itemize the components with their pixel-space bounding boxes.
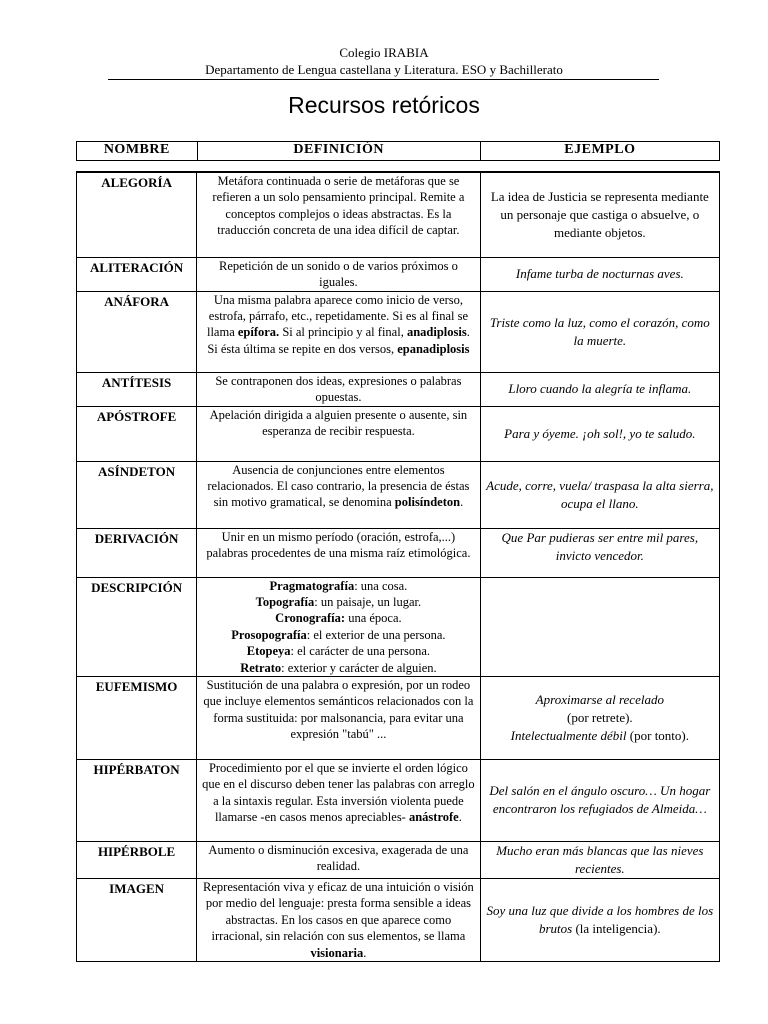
- example-text: Acude, corre, vuela/ traspasa la alta sierra, ocupa el llano.: [486, 477, 714, 511]
- table-row: [77, 406, 720, 461]
- device-definition: Unir en un mismo período (oración, estrofa,...) palabras procedentes de una misma raíz etimológica.: [197, 528, 480, 577]
- column-header-definition: DEFINICIÓN: [197, 142, 480, 161]
- example-text: Que Par pudieras ser entre mil pares, invicto vencedor.: [501, 529, 699, 563]
- device-example: [480, 406, 719, 461]
- column-header-table: [76, 141, 720, 161]
- table-row: [77, 676, 720, 759]
- example-text: Triste como la luz, como el corazón, como la muerte.: [489, 314, 710, 348]
- example-text: Lloro cuando la alegría te inflama.: [508, 381, 692, 396]
- device-name: ANTÍTESIS: [77, 372, 197, 406]
- device-name: ANÁFORA: [77, 291, 197, 372]
- table-row: [77, 878, 720, 961]
- example-text: Para y óyeme. ¡oh sol!, yo te saludo.: [504, 425, 696, 441]
- example-text: Del salón en el ángulo oscuro… Un hogar encontraron los refugiados de Almeida…: [489, 783, 711, 817]
- department-name: Departamento de Lengua castellana y Literatura. ESO y Bachillerato: [205, 62, 563, 77]
- device-definition: Sustitución de una palabra o expresión, por un rodeo que incluye elementos semánticos relacionados con la forma sustituida: por malsonancia, para evitar una expresión "tabú" ...: [197, 676, 480, 759]
- device-name: ALEGORÍA: [77, 172, 197, 257]
- example-text: Infame turba de nocturnas aves.: [515, 266, 684, 281]
- example-text: Mucho eran más blancas que las nieves recientes.: [496, 842, 704, 876]
- device-definition: Representación viva y eficaz de una intuición o visión por medio del lenguaje: presta forma sensible a ideas abstractas. En los casos en que aparece como irracional, sin relación con sus elementos, se llama visionaria.: [197, 878, 480, 961]
- column-header-example: EJEMPLO: [480, 142, 719, 161]
- device-name: APÓSTROFE: [77, 406, 197, 461]
- device-name: ASÍNDETON: [77, 461, 197, 528]
- rhetorical-devices-table: [76, 171, 720, 962]
- device-example: [480, 461, 719, 528]
- device-definition: Pragmatografía: una cosa. Topografía: un paisaje, un lugar. Cronografía: una época. Prosopografía: el exterior de una persona. Etopeya: el carácter de una persona. Retrato: exterior y carácter de alguien.: [197, 577, 480, 676]
- device-example: [480, 528, 719, 577]
- device-definition: Procedimiento por el que se invierte el orden lógico que en el discurso deben tener las palabras con arreglo a la sintaxis regular. Esta inversión violenta puede llamarse -en casos menos apreciables- anástrofe.: [197, 759, 480, 841]
- device-example: Aproximarse al recelado (por retrete). Intelectualmente débil (por tonto).: [480, 676, 719, 759]
- table-row: [77, 577, 720, 676]
- device-definition: Se contraponen dos ideas, expresiones o palabras opuestas.: [197, 372, 480, 406]
- device-definition: Ausencia de conjunciones entre elementos relacionados. El caso contrario, la presencia de éstas sin motivo gramatical, se denomina polisíndeton.: [197, 461, 480, 528]
- device-example: [480, 577, 719, 676]
- device-name: IMAGEN: [77, 878, 197, 961]
- table-row: [77, 759, 720, 841]
- device-example: La idea de Justicia se representa mediante un personaje que castiga o absuelve, o mediante objetos.: [480, 172, 719, 257]
- device-example: [480, 372, 719, 406]
- page-title: Recursos retóricos: [288, 92, 480, 118]
- device-name: HIPÉRBOLE: [77, 841, 197, 878]
- header-divider: [108, 79, 659, 80]
- device-definition: Aumento o disminución excesiva, exagerada de una realidad.: [197, 841, 480, 878]
- table-row: [77, 172, 720, 257]
- table-row: [77, 461, 720, 528]
- device-example: [480, 291, 719, 372]
- column-header-name: NOMBRE: [77, 142, 198, 161]
- device-name: HIPÉRBATON: [77, 759, 197, 841]
- device-name: DESCRIPCIÓN: [77, 577, 197, 676]
- device-definition: Apelación dirigida a alguien presente o ausente, sin esperanza de recibir respuesta.: [197, 406, 480, 461]
- device-definition: Repetición de un sonido o de varios próximos o iguales.: [197, 257, 480, 291]
- table-row: [77, 291, 720, 372]
- device-name: EUFEMISMO: [77, 676, 197, 759]
- table-row: [77, 528, 720, 577]
- device-example: Soy una luz que divide a los hombres de los brutos (la inteligencia).: [480, 878, 719, 961]
- device-name: ALITERACIÓN: [77, 257, 197, 291]
- school-name: Colegio IRABIA: [339, 45, 429, 60]
- device-example: [480, 257, 719, 291]
- device-name: DERIVACIÓN: [77, 528, 197, 577]
- table-row: [77, 372, 720, 406]
- device-definition: Una misma palabra aparece como inicio de verso, estrofa, párrafo, etc., repetidamente. Si es al final se llama epífora. Si al principio y al final, anadiplosis. Si ésta última se repite en dos versos, epanadiplosis: [197, 291, 480, 372]
- device-definition: Metáfora continuada o serie de metáforas que se refieren a un solo pensamiento principal. Remite a conceptos complejos o ideas abstractas. Es la traducción concreta de una idea difícil de captar.: [197, 172, 480, 257]
- table-row: [77, 841, 720, 878]
- device-example: [480, 841, 719, 878]
- table-row: [77, 257, 720, 291]
- device-example: [480, 759, 719, 841]
